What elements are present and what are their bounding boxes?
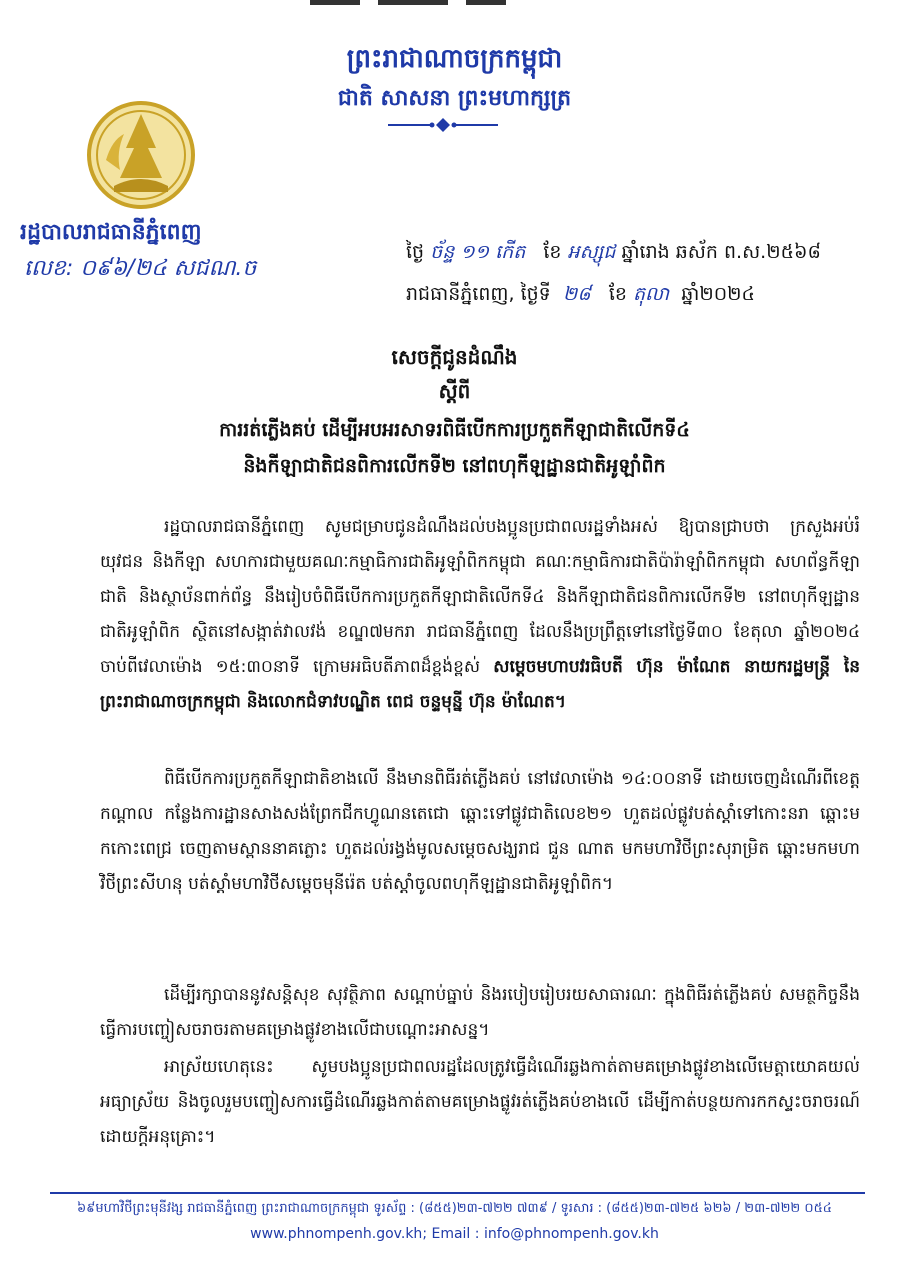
- lunar-month-label: ខែ: [543, 241, 562, 263]
- notice-title: សេចក្តីជូនដំណឹង: [391, 345, 518, 369]
- body-paragraph-1-dignitaries: សម្តេចមហាបវរធិបតី ហ៊ុន ម៉ាណែត នាយករដ្ឋមន្ត្រី នៃព្រះរាជាណាចក្រកម្ពុជា និងលោកជំទាវបណ្ឌិត ពេជ ចន្ទមុន្នី ហ៊ុន ម៉ាណែត។: [100, 657, 861, 712]
- solar-date-line: [406, 282, 755, 310]
- place-day-label: រាជធានីភ្នំពេញ, ថ្ងៃទី: [406, 283, 551, 305]
- solar-month-label: ខែ: [608, 283, 627, 305]
- footer-website-link[interactable]: www.phnompenh.gov.kh: [250, 1226, 423, 1242]
- lunar-year: ឆ្នាំរោង ឆស័ក ព.ស.២៥៦៨: [621, 241, 821, 263]
- reference-number: លេខ: ០៩៦/២៤ សជណ.ច: [24, 256, 257, 281]
- notice-subject-line-1: ការរត់ភ្លើងគប់ ដើម្បីអបអរសាទរពិធីបើកការប្រកួតកីឡាជាតិលើកទី៤: [219, 419, 690, 441]
- body-paragraph-4: អាស្រ័យហេតុនេះ សូមបងប្អូនប្រជាពលរដ្ឋដែលត្រូវធ្វើដំណើរឆ្លងកាត់តាមគម្រោងផ្លូវខាងលើមេត្តាយោគយល់ អធ្យាស្រ័យ និងចូលរួមបញ្ចៀសការធ្វើដំណើរឆ្លងកាត់តាមគម្រោងផ្លូវរត់ភ្លើងគប់ខាងលើ ដើម្បីកាត់បន្ថយការកកស្ទះចរាចរណ៍ដោយក្តីអនុគ្រោះ។: [100, 1057, 860, 1147]
- footer-address: ៦៩មហាវិថីព្រះមុនីវង្ស រាជធានីភ្នំពេញ ព្រះរាជាណាចក្រកម្ពុជា ទូរស័ព្ទ : (៨៥៥)២៣-៧២២ ៧៣៩ / ទូរសារ : (៨៥៥)២៣-៧២៥ ៦២៦ / ២៣-៧២២ ០៥៤: [76, 1201, 833, 1216]
- body-paragraph-3: ដើម្បីរក្សាបាននូវសន្តិសុខ សុវត្ថិភាព សណ្តាប់ធ្នាប់ និងរបៀបរៀបរយសាធារណៈ ក្នុងពិធីរត់ភ្លើងគប់ សមត្ថកិច្ចនឹងធ្វើការបញ្ចៀសចរាចរតាមគម្រោងផ្លូវខាងលើជាបណ្តោះអាសន្ន។: [100, 985, 860, 1040]
- solar-year: ឆ្នាំ២០២៤: [681, 283, 755, 305]
- footer-divider: [50, 1192, 865, 1194]
- solar-month-value: តុលា: [632, 283, 670, 305]
- footer-email-label: ; Email :: [422, 1226, 484, 1242]
- lunar-day-value: ច័ន្ទ ១១ កើត: [430, 241, 526, 263]
- ornament-divider-icon: [388, 116, 498, 134]
- phnom-penh-seal-icon: [86, 100, 196, 210]
- body-paragraph-1-text: រដ្ឋបាលរាជធានីភ្នំពេញ សូមជម្រាបជូនដំណឹងដល់បងប្អូនប្រជាពលរដ្ឋទាំងអស់ ឱ្យបានជ្រាបថា ក្រសួងអប់រំ យុវជន និងកីឡា សហការជាមួយគណៈកម្មាធិការជាតិអូឡាំពិកកម្ពុជា គណៈកម្មាធិការជាតិប៉ារ៉ាឡាំពិកកម្ពុជា សហព័ន្ធកីឡាជាតិ និងស្ថាប័នពាក់ព័ន្ធ នឹងរៀបចំពិធីបើកការប្រកួតកីឡាជាតិលើកទី៤ និងកីឡាជាតិជនពិការលើកទី២ នៅពហុកីឡដ្ឋានជាតិអូឡាំពិក ស្ថិតនៅសង្កាត់វាលវង់ ខណ្ឌ៧មករា រាជធានីភ្នំពេញ ដែលនឹងប្រព្រឹត្តទៅនៅថ្ងៃទី៣០ ខែតុលា ឆ្នាំ២០២៤ ចាប់ពីវេលាម៉ោង ១៥:៣០នាទី ក្រោមអធិបតីភាពដ៏ខ្ពង់ខ្ពស់: [100, 517, 860, 677]
- body-paragraph-2: ពិធីបើកការប្រកួតកីឡាជាតិខាងលើ នឹងមានពិធីរត់ភ្លើងគប់ នៅវេលាម៉ោង ១៤:០០នាទី ដោយចេញដំណើរពីខេត្តកណ្តាល កន្លែងការដ្ឋានសាងសង់ព្រែកជីកហ្វូណនតេជោ ឆ្ពោះទៅផ្លូវជាតិលេខ២១ ហួតដល់ផ្លូវបត់ស្តាំទៅកោះនរា ឆ្ពោះមកកោះពេជ្រ ចេញតាមស្ពាននាគភ្លោះ ហួតដល់រង្វង់មូលសម្តេចសង្ឃរាជ ជួន ណាត មកមហាវិថីព្រះសុរាម្រិត ឆ្ពោះមកមហាវិថីព្រះសីហនុ បត់ស្តាំមហាវិថីសម្តេចមុនីរ៉េត បត់ស្តាំចូលពហុកីឡដ្ឋានជាតិអូឡាំពិក។: [100, 769, 860, 894]
- top-edge-fragment: [310, 0, 570, 8]
- lunar-date-line: [406, 240, 821, 268]
- kingdom-title: ព្រះរាជាណាចក្រកម្ពុជា: [346, 44, 563, 74]
- footer-email-link[interactable]: info@phnompenh.gov.kh: [483, 1226, 659, 1242]
- kingdom-motto: ជាតិ សាសនា ព្រះមហាក្សត្រ: [337, 86, 572, 111]
- lunar-day-label: ថ្ងៃ: [406, 241, 425, 263]
- issuing-authority: រដ្ឋបាលរាជធានីភ្នំពេញ: [20, 220, 202, 245]
- notice-subject-line-2: និងកីឡាជាតិជនពិការលើកទី២ នៅពហុកីឡដ្ឋានជាតិអូឡាំពិក: [243, 455, 666, 477]
- body-paragraph-1: [100, 510, 860, 720]
- footer-contact: [0, 1226, 909, 1242]
- notice-about-label: ស្តីពី: [438, 379, 471, 403]
- lunar-month-value: អស្សុជ: [567, 241, 616, 263]
- solar-day-value: ២៨: [562, 283, 591, 305]
